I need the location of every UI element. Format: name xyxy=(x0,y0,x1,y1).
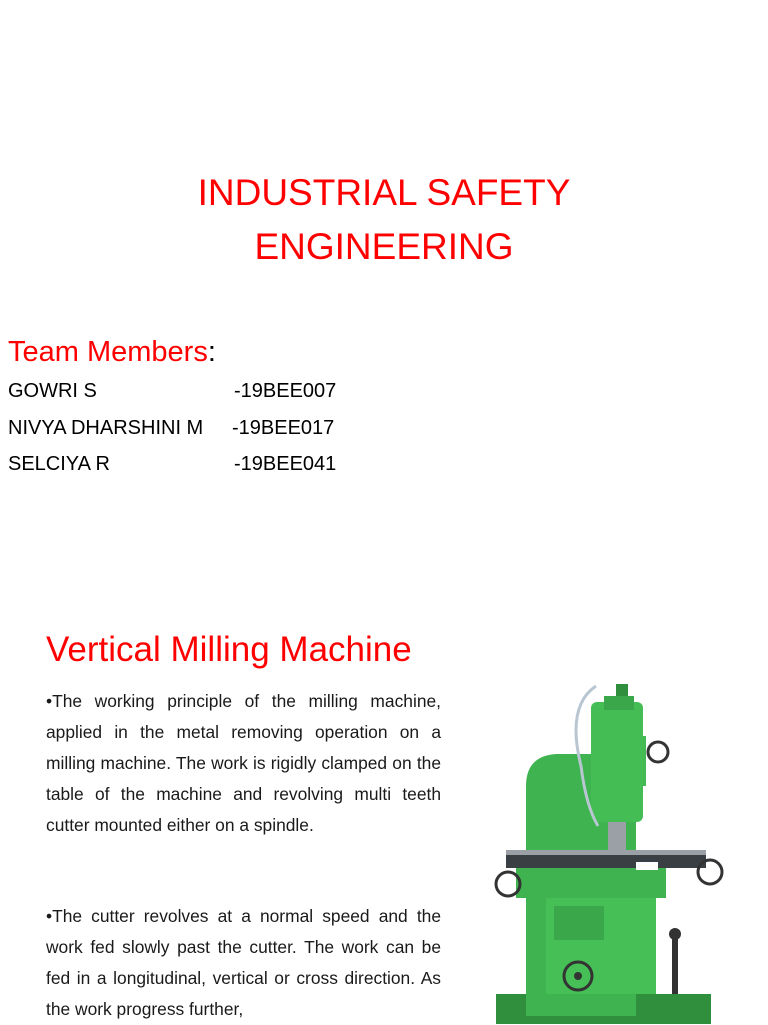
slide-title: Vertical Milling Machine xyxy=(46,630,412,669)
team-heading-label: Team Members xyxy=(8,336,208,368)
member-name: SELCIYA R xyxy=(8,453,110,475)
member-id: -19BEE007 xyxy=(234,380,337,402)
team-member-row xyxy=(8,417,408,447)
member-id: -19BEE041 xyxy=(234,453,337,475)
paragraph-cutter: •The cutter revolves at a normal speed and the work fed slowly past the cutter. The work can be fed in a longitudinal, vertical or cross direction. As the work progress further, xyxy=(46,906,441,1019)
team-member-row xyxy=(8,380,408,410)
team-member-row xyxy=(8,453,408,483)
member-name: NIVYA DHARSHINI M xyxy=(8,417,204,439)
title-line-1: INDUSTRIAL SAFETY xyxy=(197,172,571,213)
member-id: -19BEE017 xyxy=(232,417,335,439)
member-name: GOWRI S xyxy=(8,380,97,402)
team-heading-colon: : xyxy=(207,336,216,368)
paragraph-working-principle: •The working principle of the milling machine, applied in the metal removing operation on a milling machine. The work is rigidly clamped on the table of the machine and revolving multi teeth cutter mounted either on a spindle. xyxy=(46,691,441,835)
presentation-title xyxy=(0,166,768,274)
slide-milling-machine xyxy=(0,590,768,1024)
title-line-2: ENGINEERING xyxy=(254,226,514,267)
team-heading xyxy=(8,336,216,369)
milling-machine-image xyxy=(486,676,726,1024)
